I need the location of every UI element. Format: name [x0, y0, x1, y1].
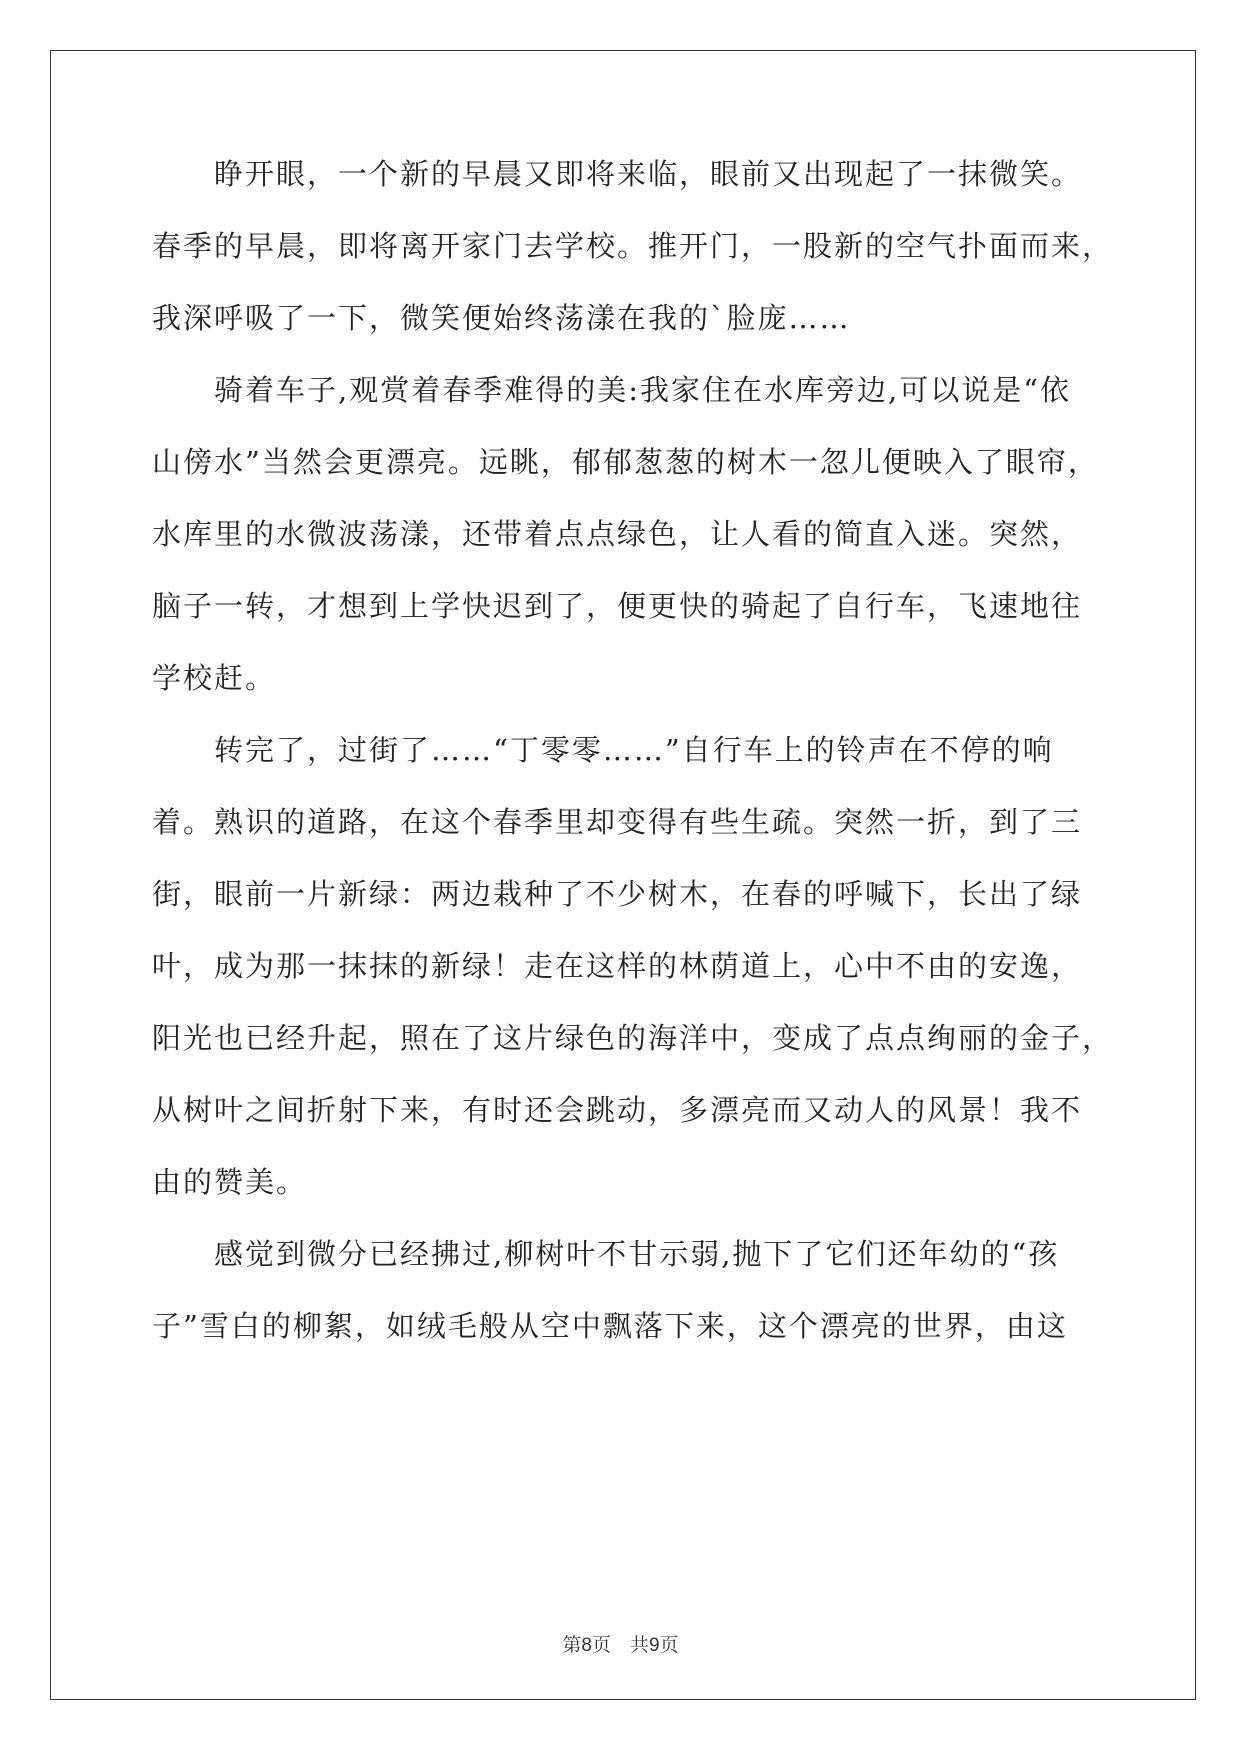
text-line-16: 感觉到微分已经拂过,柳树叶不甘示弱,抛下了它们还年幼的“孩 — [152, 1237, 1060, 1271]
text-line-10: 着。熟识的道路，在这个春季里却变得有些生疏。突然一折，到了三 — [152, 805, 1083, 839]
text-line-5: 山傍水”当然会更漂亮。远眺，郁郁葱葱的树木一忽儿便映入了眼帘， — [152, 445, 1099, 479]
text-line-1: 睁开眼，一个新的早晨又即将来临，眼前又出现起了一抹微笑。 — [152, 157, 1083, 191]
total-page-number: 9 — [649, 1635, 660, 1656]
page-footer — [0, 1630, 1241, 1657]
text-line-4: 骑着车子,观赏着春季难得的美:我家住在水库旁边,可以说是“依 — [152, 373, 1072, 407]
text-line-8: 学校赶。 — [152, 661, 277, 695]
text-line-13: 阳光也已经升起，照在了这片绿色的海洋中，变成了点点绚丽的金子， — [152, 1021, 1114, 1055]
text-line-12: 叶，成为那一抹抹的新绿！走在这样的林荫道上，心中不由的安逸， — [152, 949, 1083, 983]
text-line-9: 转完了，过街了……“丁零零……”自行车上的铃声在不停的响 — [152, 733, 1054, 767]
footer-middle: 页 共 — [591, 1634, 649, 1656]
text-line-11: 街，眼前一片新绿：两边栽种了不少树木，在春的呼喊下，长出了绿 — [152, 877, 1083, 911]
footer-suffix: 页 — [659, 1634, 679, 1656]
footer-prefix: 第 — [562, 1634, 582, 1656]
text-line-7: 脑子一转，才想到上学快迟到了，便更快的骑起了自行车，飞速地往 — [152, 589, 1083, 623]
text-line-14: 从树叶之间折射下来，有时还会跳动，多漂亮而又动人的风景！我不 — [152, 1093, 1083, 1127]
current-page-number: 8 — [581, 1635, 592, 1656]
text-line-17: 子”雪白的柳絮，如绒毛般从空中飘落下来，这个漂亮的世界，由这 — [152, 1309, 1068, 1343]
text-line-15: 由的赞美。 — [152, 1165, 308, 1199]
text-line-6: 水库里的水微波荡漾，还带着点点绿色，让人看的简直入迷。突然， — [152, 517, 1083, 551]
text-line-3: 我深呼吸了一下，微笑便始终荡漾在我的`脸庞…… — [152, 301, 851, 335]
text-line-2: 春季的早晨，即将离开家门去学校。推开门，一股新的空气扑面而来， — [152, 229, 1114, 263]
